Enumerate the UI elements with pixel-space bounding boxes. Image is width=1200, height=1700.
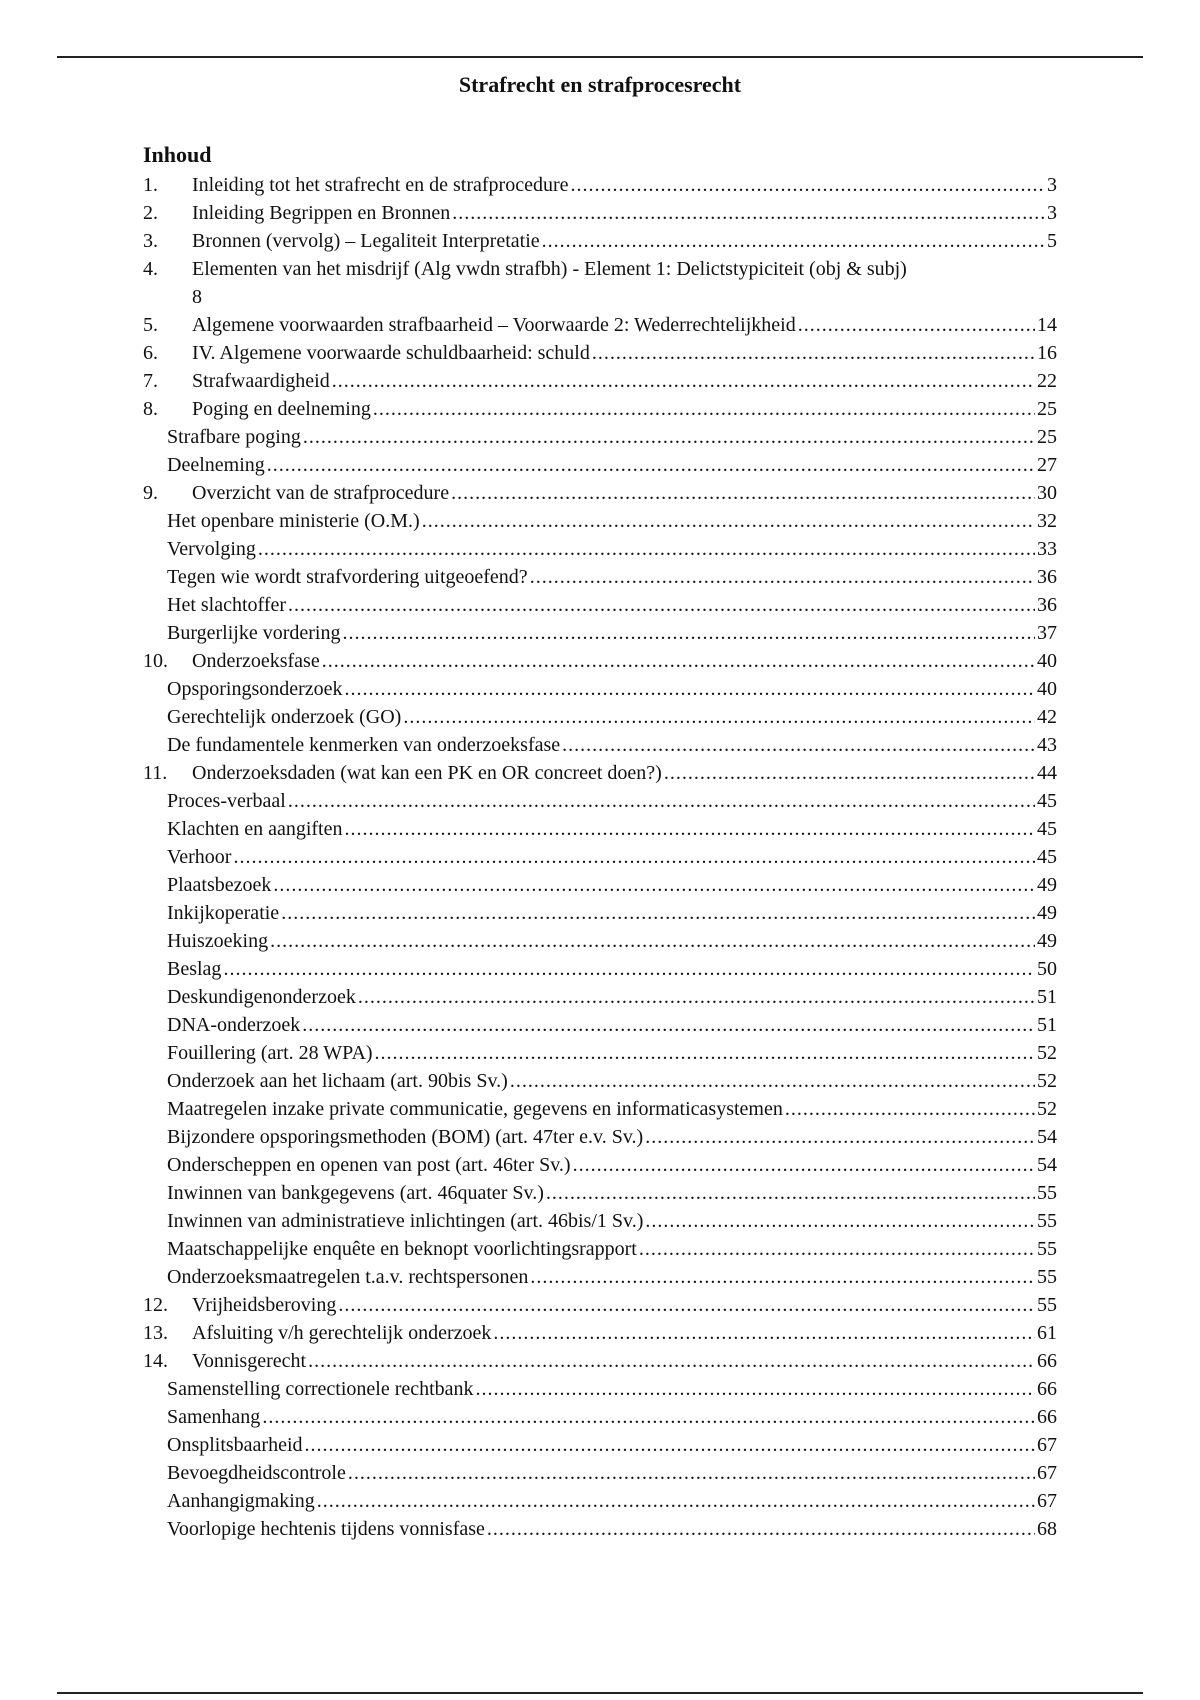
toc-entry-number: 10. (143, 650, 168, 672)
toc-entry-label: Vrijheidsberoving (192, 1294, 337, 1316)
toc-subentry[interactable] (143, 451, 1057, 479)
toc-heading: Inhoud (143, 142, 212, 167)
toc-page-number: 25 (1037, 426, 1057, 448)
toc-page-number: 27 (1037, 454, 1057, 476)
toc-page-number: 66 (1037, 1350, 1057, 1372)
toc-entry-label: Onderzoeksdaden (wat kan een PK en OR concreet doen?) (192, 762, 662, 784)
footer-rule (57, 1692, 1143, 1694)
toc-subentry-label: Inwinnen van bankgegevens (art. 46quater Sv.) (167, 1182, 544, 1204)
toc-entry-label: Poging en deelneming (192, 398, 371, 420)
toc-page-number: 55 (1037, 1210, 1057, 1232)
toc-subentry[interactable] (143, 787, 1057, 815)
toc-page-number: 5 (1047, 230, 1057, 252)
toc-leader-dots (373, 395, 1035, 423)
toc-subentry[interactable] (143, 535, 1057, 563)
toc-leader-dots (303, 423, 1035, 451)
toc-page-number: 36 (1037, 594, 1057, 616)
toc-subentry[interactable] (143, 1039, 1057, 1067)
toc-entry[interactable] (143, 647, 1057, 675)
toc-page-number: 43 (1037, 734, 1057, 756)
toc-subentry-label: Onderzoeksmaatregelen t.a.v. rechtspersonen (167, 1266, 529, 1288)
toc-page-number: 55 (1037, 1238, 1057, 1260)
toc-page-number: 45 (1037, 818, 1057, 840)
toc-leader-dots (493, 1319, 1035, 1347)
toc-leader-dots (288, 591, 1035, 619)
toc-entry[interactable] (143, 479, 1057, 507)
toc-subentry-label: Inwinnen van administratieve inlichtingen (art. 46bis/1 Sv.) (167, 1210, 644, 1232)
toc-subentry-label: Deskundigenonderzoek (167, 986, 356, 1008)
toc-subentry-label: Inkijkoperatie (167, 902, 280, 924)
toc-page-number: 61 (1037, 1322, 1057, 1344)
toc-page-number: 52 (1037, 1042, 1057, 1064)
toc-leader-dots (452, 199, 1045, 227)
toc-subentry[interactable] (143, 1235, 1057, 1263)
toc-leader-dots (530, 563, 1035, 591)
toc-leader-dots (530, 1263, 1035, 1291)
toc-page-number: 55 (1037, 1266, 1057, 1288)
toc-subentry[interactable] (143, 1431, 1057, 1459)
toc-entry-number: 13. (143, 1322, 168, 1344)
toc-subentry-label: Opsporingsonderzoek (167, 678, 343, 700)
toc-entry-label: Strafwaardigheid (192, 370, 330, 392)
toc-entry[interactable] (143, 1347, 1057, 1375)
toc-leader-dots (645, 1207, 1035, 1235)
toc-subentry[interactable] (143, 871, 1057, 899)
toc-entry[interactable] (143, 395, 1057, 423)
toc-subentry[interactable] (143, 927, 1057, 955)
toc-leader-dots (348, 1459, 1035, 1487)
toc-entry[interactable] (143, 227, 1057, 255)
toc-entry-label: IV. Algemene voorwaarde schuldbaarheid: schuld (192, 342, 590, 364)
toc-leader-dots (798, 311, 1035, 339)
toc-subentry[interactable] (143, 955, 1057, 983)
toc-leader-dots (487, 1515, 1035, 1543)
toc-leader-dots (546, 1179, 1035, 1207)
toc-subentry[interactable] (143, 983, 1057, 1011)
toc-leader-dots (451, 479, 1035, 507)
toc-subentry[interactable] (143, 675, 1057, 703)
toc-subentry[interactable] (143, 1459, 1057, 1487)
toc-leader-dots (358, 983, 1035, 1011)
toc-subentry-label: DNA-onderzoek (167, 1014, 301, 1036)
toc-page-number: 33 (1037, 538, 1057, 560)
toc-leader-dots (233, 843, 1035, 871)
toc-page-number: 36 (1037, 566, 1057, 588)
toc-leader-dots (223, 955, 1035, 983)
toc-page-number: 51 (1037, 986, 1057, 1008)
toc-entry-number: 8. (143, 398, 158, 420)
toc-subentry[interactable] (143, 591, 1057, 619)
toc-leader-dots (344, 815, 1035, 843)
toc-leader-dots (542, 227, 1045, 255)
toc-leader-dots (288, 787, 1035, 815)
toc-leader-dots (267, 451, 1035, 479)
toc-leader-dots (342, 619, 1035, 647)
toc-subentry[interactable] (143, 703, 1057, 731)
toc-page-number: 50 (1037, 958, 1057, 980)
toc-entry-label: Elementen van het misdrijf (Alg vwdn strafbh) - Element 1: Delictstypiciteit (obj & subj) (192, 258, 907, 280)
toc-page-number: 55 (1037, 1182, 1057, 1204)
toc-page-number: 51 (1037, 1014, 1057, 1036)
toc-leader-dots (302, 1011, 1035, 1039)
toc-subentry[interactable] (143, 1123, 1057, 1151)
toc-page-number: 40 (1037, 678, 1057, 700)
toc-entry-label: Afsluiting v/h gerechtelijk onderzoek (192, 1322, 492, 1344)
toc-subentry-label: Strafbare poging (167, 426, 301, 448)
document-title: Strafrecht en strafprocesrecht (458, 72, 742, 97)
toc-subentry-label: Beslag (167, 958, 222, 980)
toc-entry-label: Inleiding Begrippen en Bronnen (192, 202, 451, 224)
toc-subentry-label: Maatschappelijke enquête en beknopt voorlichtingsrapport (167, 1238, 637, 1260)
toc-leader-dots (592, 339, 1035, 367)
toc-page-number: 40 (1037, 650, 1057, 672)
toc-page-number: 30 (1037, 482, 1057, 504)
toc-leader-dots (270, 927, 1035, 955)
toc-entry[interactable] (143, 339, 1057, 367)
toc-page-number: 66 (1037, 1406, 1057, 1428)
table-of-contents (143, 171, 1057, 1543)
toc-leader-dots (273, 871, 1035, 899)
toc-subentry-label: Het openbare ministerie (O.M.) (167, 510, 420, 532)
toc-leader-dots (476, 1375, 1035, 1403)
toc-entry-label: Algemene voorwaarden strafbaarheid – Voorwaarde 2: Wederrechtelijkheid (192, 314, 796, 336)
toc-subentry-label: Maatregelen inzake private communicatie, gegevens en informaticasystemen (167, 1098, 783, 1120)
toc-page-number: 49 (1037, 874, 1057, 896)
toc-subentry[interactable] (143, 507, 1057, 535)
toc-subentry[interactable] (143, 1263, 1057, 1291)
toc-entry-label: Vonnisgerecht (192, 1350, 307, 1372)
toc-entry[interactable] (143, 311, 1057, 339)
toc-subentry-label: Plaatsbezoek (167, 874, 272, 896)
toc-leader-dots (317, 1487, 1035, 1515)
toc-subentry-label: Verhoor (167, 846, 232, 868)
toc-subentry-label: Onsplitsbaarheid (167, 1434, 303, 1456)
toc-page-number: 54 (1037, 1154, 1057, 1176)
toc-subentry[interactable] (143, 1179, 1057, 1207)
toc-page-number: 3 (1047, 202, 1057, 224)
toc-entry-number: 5. (143, 314, 158, 336)
toc-leader-dots (308, 1347, 1035, 1375)
toc-subentry[interactable] (143, 843, 1057, 871)
toc-subentry-label: Burgerlijke vordering (167, 622, 341, 644)
toc-entry-number: 3. (143, 230, 158, 252)
toc-page-number: 67 (1037, 1490, 1057, 1512)
toc-subentry[interactable] (143, 731, 1057, 759)
toc-leader-dots (785, 1095, 1035, 1123)
toc-leader-dots (573, 1151, 1035, 1179)
toc-page-number: 52 (1037, 1070, 1057, 1092)
toc-leader-dots (510, 1067, 1035, 1095)
toc-subentry-label: Samenstelling correctionele rechtbank (167, 1378, 474, 1400)
toc-leader-dots (422, 507, 1035, 535)
toc-entry-number: 1. (143, 174, 158, 196)
toc-entry[interactable] (143, 199, 1057, 227)
toc-page-number: 22 (1037, 370, 1057, 392)
toc-page-number: 55 (1037, 1294, 1057, 1316)
toc-leader-dots (332, 367, 1035, 395)
toc-leader-dots (305, 1431, 1035, 1459)
toc-leader-dots (375, 1039, 1035, 1067)
toc-subentry[interactable] (143, 1011, 1057, 1039)
toc-subentry-label: Proces-verbaal (167, 790, 286, 812)
toc-subentry-label: Bevoegdheidscontrole (167, 1462, 346, 1484)
toc-subentry-label: Aanhangigmaking (167, 1490, 315, 1512)
toc-subentry[interactable] (143, 563, 1057, 591)
header-rule (57, 56, 1143, 58)
toc-subentry-label: Fouillering (art. 28 WPA) (167, 1042, 373, 1064)
toc-leader-dots (281, 899, 1035, 927)
toc-page-number: 67 (1037, 1462, 1057, 1484)
toc-page-number: 49 (1037, 930, 1057, 952)
toc-entry-number: 12. (143, 1294, 168, 1316)
toc-subentry-label: Tegen wie wordt strafvordering uitgeoefend? (167, 566, 528, 588)
toc-entry-number: 9. (143, 482, 158, 504)
toc-subentry-label: Onderzoek aan het lichaam (art. 90bis Sv.) (167, 1070, 508, 1092)
toc-subentry[interactable] (143, 1095, 1057, 1123)
toc-subentry[interactable] (143, 423, 1057, 451)
toc-leader-dots (664, 759, 1035, 787)
toc-page-number: 8 (192, 286, 202, 308)
toc-subentry[interactable] (143, 1487, 1057, 1515)
toc-leader-dots (639, 1235, 1035, 1263)
toc-entry[interactable] (143, 759, 1057, 787)
toc-entry-number: 6. (143, 342, 158, 364)
toc-page-number: 42 (1037, 706, 1057, 728)
toc-subentry[interactable] (143, 1515, 1057, 1543)
toc-page-number: 68 (1037, 1518, 1057, 1540)
toc-leader-dots (403, 703, 1035, 731)
toc-subentry[interactable] (143, 619, 1057, 647)
toc-entry-number: 2. (143, 202, 158, 224)
toc-entry[interactable] (143, 255, 1057, 311)
toc-subentry-label: Deelneming (167, 454, 265, 476)
toc-subentry-label: Bijzondere opsporingsmethoden (BOM) (art. 47ter e.v. Sv.) (167, 1126, 644, 1148)
toc-leader-dots (345, 675, 1035, 703)
toc-entry-label: Bronnen (vervolg) – Legaliteit Interpretatie (192, 230, 540, 252)
toc-leader-dots (338, 1291, 1035, 1319)
toc-page-number: 32 (1037, 510, 1057, 532)
toc-subentry-label: Gerechtelijk onderzoek (GO) (167, 706, 402, 728)
toc-subentry[interactable] (143, 1375, 1057, 1403)
toc-entry[interactable] (143, 1319, 1057, 1347)
toc-subentry-label: Huiszoeking (167, 930, 269, 952)
toc-page-number: 54 (1037, 1126, 1057, 1148)
toc-subentry[interactable] (143, 815, 1057, 843)
toc-entry[interactable] (143, 171, 1057, 199)
toc-page-number: 14 (1037, 314, 1057, 336)
toc-page-number: 49 (1037, 902, 1057, 924)
toc-subentry-label: Voorlopige hechtenis tijdens vonnisfase (167, 1518, 485, 1540)
toc-subentry-label: De fundamentele kenmerken van onderzoeksfase (167, 734, 561, 756)
toc-entry-number: 7. (143, 370, 158, 392)
toc-subentry[interactable] (143, 899, 1057, 927)
toc-entry[interactable] (143, 1291, 1057, 1319)
toc-page-number: 45 (1037, 790, 1057, 812)
toc-leader-dots (258, 535, 1035, 563)
toc-leader-dots (322, 647, 1035, 675)
toc-subentry-label: Onderscheppen en openen van post (art. 46ter Sv.) (167, 1154, 571, 1176)
toc-leader-dots (571, 171, 1045, 199)
toc-leader-dots (262, 1403, 1035, 1431)
toc-leader-dots (645, 1123, 1035, 1151)
toc-page-number: 3 (1047, 174, 1057, 196)
toc-entry-label: Onderzoeksfase (192, 650, 320, 672)
toc-entry-label: Inleiding tot het strafrecht en de strafprocedure (192, 174, 569, 196)
toc-entry-number: 4. (143, 258, 158, 280)
toc-page-number: 44 (1037, 762, 1057, 784)
toc-page-number: 45 (1037, 846, 1057, 868)
toc-page-number: 25 (1037, 398, 1057, 420)
toc-page-number: 67 (1037, 1434, 1057, 1456)
toc-subentry-label: Vervolging (167, 538, 256, 560)
toc-entry-label: Overzicht van de strafprocedure (192, 482, 450, 504)
toc-subentry[interactable] (143, 1207, 1057, 1235)
toc-subentry[interactable] (143, 1403, 1057, 1431)
toc-subentry-label: Het slachtoffer (167, 594, 287, 616)
toc-page-number: 16 (1037, 342, 1057, 364)
toc-subentry-label: Klachten en aangiften (167, 818, 343, 840)
toc-leader-dots (562, 731, 1035, 759)
toc-entry[interactable] (143, 367, 1057, 395)
toc-page-number: 66 (1037, 1378, 1057, 1400)
toc-page-number: 52 (1037, 1098, 1057, 1120)
toc-entry-number: 14. (143, 1350, 168, 1372)
toc-subentry[interactable] (143, 1151, 1057, 1179)
toc-subentry-label: Samenhang (167, 1406, 261, 1428)
toc-subentry[interactable] (143, 1067, 1057, 1095)
toc-entry-number: 11. (143, 762, 168, 784)
toc-page-number: 37 (1037, 622, 1057, 644)
